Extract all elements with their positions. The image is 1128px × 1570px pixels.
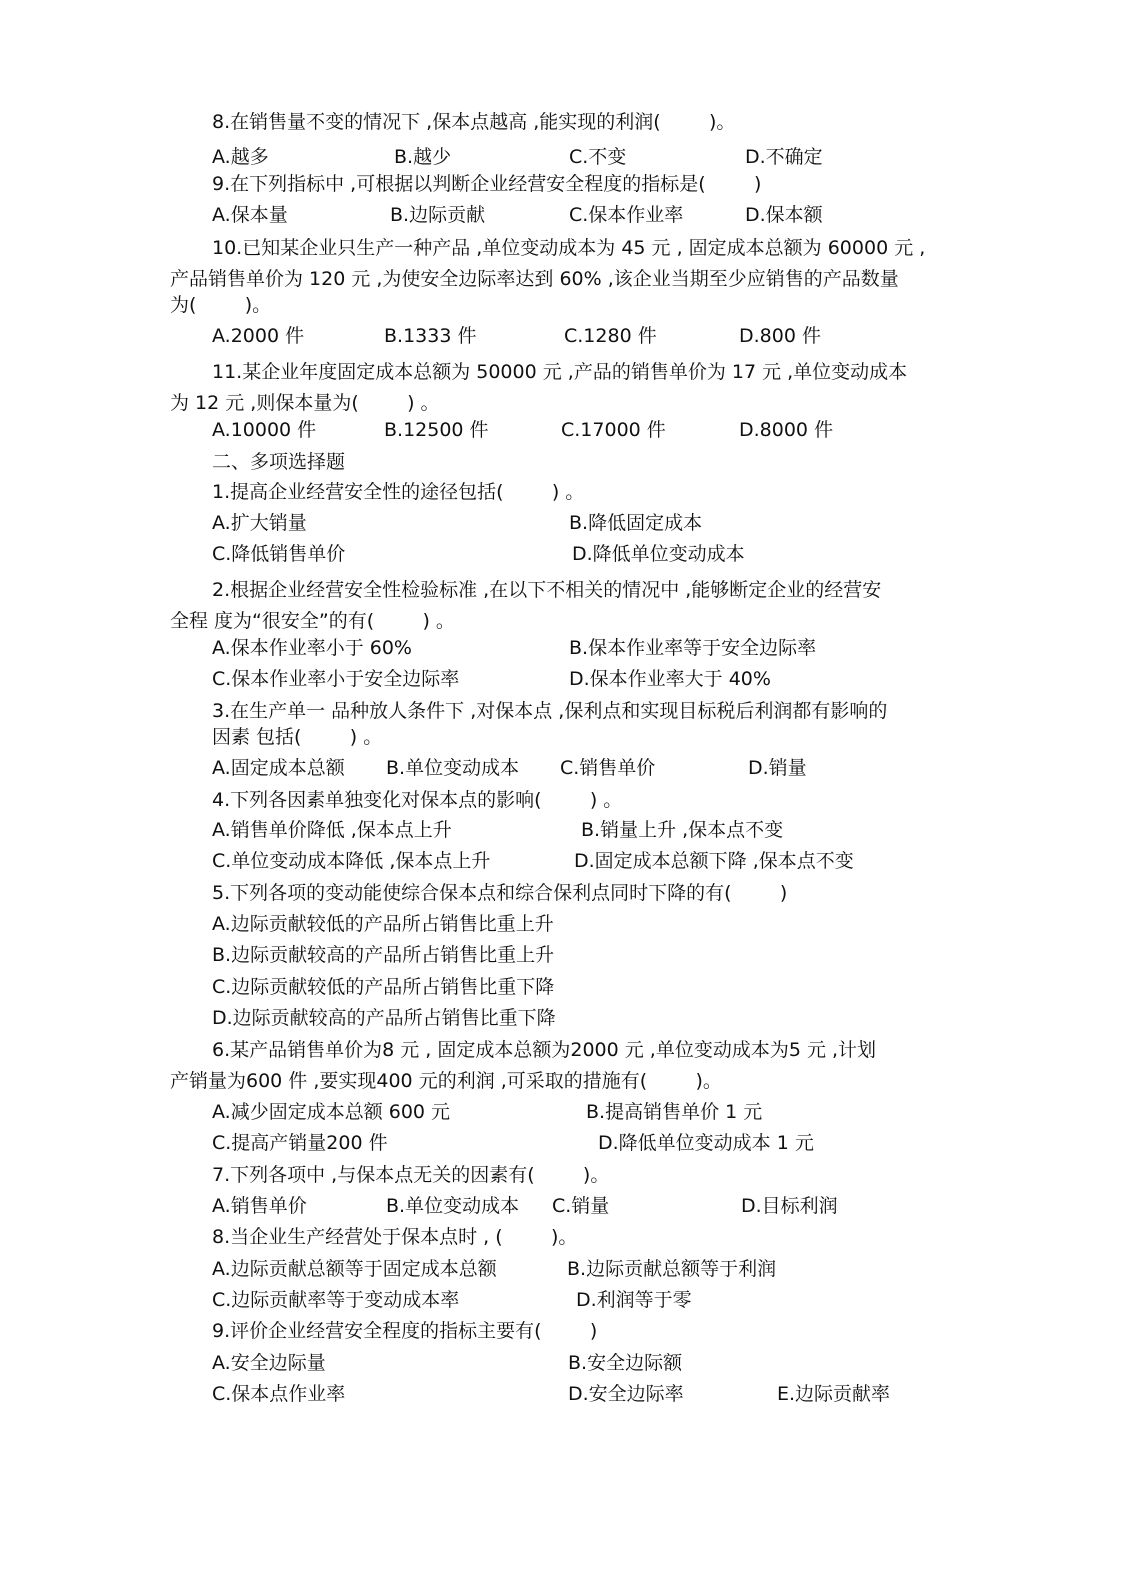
- m7-option-c: C.销量: [552, 1195, 610, 1217]
- q10-stem-line-1: 10.已知某企业只生产一种产品 ,单位变动成本为 45 元 , 固定成本总额为 60000 元 ,: [212, 237, 926, 259]
- m6-stem-line-2: 产销量为600 件 ,要实现400 元的利润 ,可采取的措施有( )。: [170, 1070, 722, 1092]
- m2-stem-line-1: 2.根据企业经营安全性检验标准 ,在以下不相关的情况中 ,能够断定企业的经营安: [212, 579, 882, 601]
- q11-option-a: A.10000 件: [212, 419, 317, 441]
- m1-option-b: B.降低固定成本: [569, 512, 703, 534]
- m3-option-c: C.销售单价: [560, 757, 656, 779]
- m8-stem: 8.当企业生产经营处于保本点时 , ( )。: [212, 1226, 578, 1248]
- q9-option-b: B.边际贡献: [390, 204, 486, 226]
- q8-option-d: D.不确定: [745, 146, 823, 168]
- m1-option-c: C.降低销售单价: [212, 543, 346, 565]
- m2-option-a: A.保本作业率小于 60%: [212, 637, 412, 659]
- m2-option-c: C.保本作业率小于安全边际率: [212, 668, 460, 690]
- q11-option-b: B.12500 件: [384, 419, 489, 441]
- q8-option-b: B.越少: [394, 146, 452, 168]
- m3-option-b: B.单位变动成本: [386, 757, 520, 779]
- q8-stem: 8.在销售量不变的情况下 ,保本点越高 ,能实现的利润( )。: [212, 111, 736, 133]
- m6-option-b: B.提高销售单价 1 元: [586, 1101, 763, 1123]
- m3-option-d: D.销量: [748, 757, 807, 779]
- m6-option-c: C.提高产销量200 件: [212, 1132, 388, 1154]
- m4-stem: 4.下列各因素单独变化对保本点的影响( ) 。: [212, 789, 623, 811]
- m1-option-d: D.降低单位变动成本: [572, 543, 745, 565]
- m5-option-a: A.边际贡献较低的产品所占销售比重上升: [212, 913, 554, 935]
- m9-option-b: B.安全边际额: [568, 1352, 683, 1374]
- q9-stem: 9.在下列指标中 ,可根据以判断企业经营安全程度的指标是( ): [212, 173, 762, 195]
- m9-option-e: E.边际贡献率: [777, 1383, 891, 1405]
- q11-option-d: D.8000 件: [739, 419, 834, 441]
- q10-option-a: A.2000 件: [212, 325, 305, 347]
- q10-option-d: D.800 件: [739, 325, 821, 347]
- m4-option-c: C.单位变动成本降低 ,保本点上升: [212, 850, 491, 872]
- m3-option-a: A.固定成本总额: [212, 757, 345, 779]
- m2-stem-line-2: 全程 度为“很安全”的有( ) 。: [170, 610, 455, 632]
- m6-option-d: D.降低单位变动成本 1 元: [598, 1132, 814, 1154]
- m7-option-a: A.销售单价: [212, 1195, 307, 1217]
- q10-option-c: C.1280 件: [564, 325, 657, 347]
- q9-option-d: D.保本额: [745, 204, 823, 226]
- m2-option-b: B.保本作业率等于安全边际率: [569, 637, 817, 659]
- q10-stem-line-2: 产品销售单价为 120 元 ,为使安全边际率达到 60% ,该企业当期至少应销售的产品数量: [170, 268, 899, 290]
- section-title: 二、多项选择题: [212, 451, 346, 473]
- q8-option-a: A.越多: [212, 146, 269, 168]
- m1-option-a: A.扩大销量: [212, 512, 307, 534]
- m1-stem: 1.提高企业经营安全性的途径包括( ) 。: [212, 481, 585, 503]
- m7-option-b: B.单位变动成本: [386, 1195, 520, 1217]
- m3-stem-line-1: 3.在生产单一 品种放人条件下 ,对保本点 ,保利点和实现目标税后利润都有影响的: [212, 700, 888, 722]
- m8-option-c: C.边际贡献率等于变动成本率: [212, 1289, 460, 1311]
- q11-stem-line-1: 11.某企业年度固定成本总额为 50000 元 ,产品的销售单价为 17 元 ,单位变动成本: [212, 361, 908, 383]
- m5-stem: 5.下列各项的变动能使综合保本点和综合保利点同时下降的有( ): [212, 882, 788, 904]
- q11-stem-line-2: 为 12 元 ,则保本量为( ) 。: [170, 392, 440, 414]
- m7-option-d: D.目标利润: [741, 1195, 838, 1217]
- m9-option-d: D.安全边际率: [568, 1383, 684, 1405]
- q9-option-a: A.保本量: [212, 204, 288, 226]
- m9-stem: 9.评价企业经营安全程度的指标主要有( ): [212, 1320, 598, 1342]
- m4-option-d: D.固定成本总额下降 ,保本点不变: [574, 850, 854, 872]
- m4-option-b: B.销量上升 ,保本点不变: [581, 819, 784, 841]
- m2-option-d: D.保本作业率大于 40%: [569, 668, 771, 690]
- q9-option-c: C.保本作业率: [569, 204, 684, 226]
- m7-stem: 7.下列各项中 ,与保本点无关的因素有( )。: [212, 1164, 610, 1186]
- q11-option-c: C.17000 件: [561, 419, 666, 441]
- q8-option-c: C.不变: [569, 146, 627, 168]
- q10-option-b: B.1333 件: [384, 325, 477, 347]
- m5-option-b: B.边际贡献较高的产品所占销售比重上升: [212, 944, 555, 966]
- m3-stem-line-2: 因素 包括( ) 。: [212, 726, 383, 748]
- m4-option-a: A.销售单价降低 ,保本点上升: [212, 819, 452, 841]
- m5-option-d: D.边际贡献较高的产品所占销售比重下降: [212, 1007, 556, 1029]
- q10-stem-line-3: 为( )。: [170, 294, 272, 316]
- m6-option-a: A.减少固定成本总额 600 元: [212, 1101, 451, 1123]
- m8-option-b: B.边际贡献总额等于利润: [567, 1258, 777, 1280]
- m6-stem-line-1: 6.某产品销售单价为8 元 , 固定成本总额为2000 元 ,单位变动成本为5 元 ,计划: [212, 1039, 877, 1061]
- m5-option-c: C.边际贡献较低的产品所占销售比重下降: [212, 976, 555, 998]
- m8-option-d: D.利润等于零: [576, 1289, 692, 1311]
- m9-option-a: A.安全边际量: [212, 1352, 326, 1374]
- m8-option-a: A.边际贡献总额等于固定成本总额: [212, 1258, 497, 1280]
- m9-option-c: C.保本点作业率: [212, 1383, 346, 1405]
